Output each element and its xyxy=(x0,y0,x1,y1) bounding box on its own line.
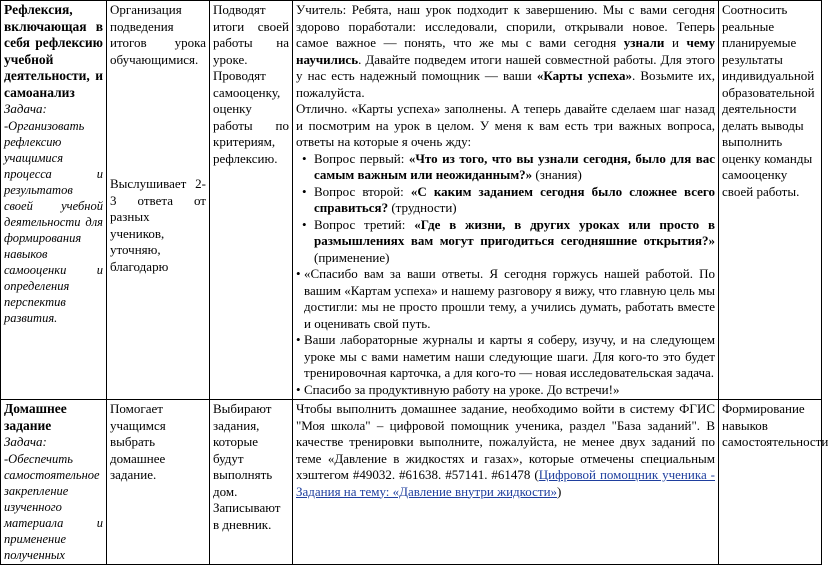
task-label: Задача: xyxy=(4,101,47,116)
list-item: • «Спасибо вам за ваши ответы. Я сегодня горжусь нашей работой. По вашим «Картам успеха» и нашему разговору я вижу, что главную цель мы достигли: мы не просто прошли тему, а учились думать, работать вместе и оценивать свой путь. xyxy=(296,266,715,332)
student-activity: Выбирают задания, которые будут выполнять дом. Записывают в дневник. xyxy=(213,401,281,532)
stage-title: Рефлексия, включающая в себя рефлексию учебной деятельности, и самоанализ xyxy=(4,2,103,100)
list-item: • Ваши лабораторные журналы и карты я соберу, изучу, и на следующем уроке мы с вами наметим наши следующие шаги. Для кого-то это будет тренировочная карточка, а для кого-то — новая исследовательская задача. xyxy=(296,332,715,382)
spacer xyxy=(110,68,206,176)
student-activity-cell xyxy=(210,400,293,565)
student-activity: Подводят итоги своей работы на уроке. Проводят самооценку, оценку работы по критериям, рефлексию. xyxy=(213,2,289,166)
teacher-activity-b: Выслушивает 2-3 ответа от разных учеников, уточняю, благодарю xyxy=(110,176,206,274)
list-item: • Спасибо за продуктивную работу на уроке. До встречи!» xyxy=(296,382,715,399)
lesson-content-cell xyxy=(293,400,719,565)
content-paragraph: Отлично. «Карты успеха» заполнены. А теперь давайте сделаем шаг назад и посмотрим на урок в целом. У меня к вам есть три важных вопроса, ответы на которые я очень жду: xyxy=(296,101,715,149)
teacher-activity-cell xyxy=(107,1,210,400)
content-paragraph: Чтобы выполнить домашнее задание, необходимо войти в систему ФГИС "Моя школа" – цифровой помощник ученика, раздел "База заданий". В качестве тренировки выполните, пожалуйста, не менее двух заданий по теме «Давление в жидкостях и газах», которые отмечены специальным хэштегом #49032. #61638. #57141. #61478 (Цифровой помощник ученика - Задания на тему: «Давление внутри жидкости») xyxy=(296,401,715,499)
teacher-activity-a: Организация подведения итогов урока обучающимися. xyxy=(110,2,206,67)
list-item: • Вопрос второй: «С каким заданием сегодня было сложнее всего справиться? (трудности) xyxy=(296,184,715,217)
teacher-activity: Помогает учащимся выбрать домашнее задание. xyxy=(110,401,166,482)
teacher-activity-cell xyxy=(107,400,210,565)
student-activity-cell xyxy=(210,1,293,400)
list-item: • Вопрос третий: «Где в жизни, в других уроках или просто в размышлениях вам могут пригодиться сегодняшние открытия?» (применение) xyxy=(296,217,715,267)
content-paragraph: Учитель: Ребята, наш урок подходит к завершению. Мы с вами сегодня здорово поработали: исследовали, спорили, открывали новое. Теперь самое важное — понять, что же мы с вами сегодня узнали и чему научились. Давайте подведем итоги нашей совместной работы. Для этого у нас есть надежный помощник — ваши «Карты успеха». Возьмите их, пожалуйста. xyxy=(296,2,715,100)
homework-link[interactable]: Цифровой помощник ученика - Задания на тему: «Давление внутри жидкости» xyxy=(296,467,715,499)
task-label: Задача: xyxy=(4,434,47,449)
table-row-homework xyxy=(1,400,822,565)
stage-cell xyxy=(1,400,107,565)
outcomes-text: Соотносить реальные планируемые результаты индивидуальной образовательной деятельности делать выводы выполнить оценку команды самооценку своей работы. xyxy=(722,2,815,199)
outcomes-text: Формирование навыков самостоятельности xyxy=(722,401,828,449)
outcomes-cell xyxy=(719,1,822,400)
list-item: • Вопрос первый: «Что из того, что вы узнали сегодня, было для вас самым важным или неожиданным?» (знания) xyxy=(296,151,715,184)
task-text: -Организовать рефлексию учащимися процесса и результатов своей учебной деятельности для формирования навыков самооценки и определения перспектив развития. xyxy=(4,118,103,325)
lesson-content-cell xyxy=(293,1,719,400)
stage-title: Домашнее задание xyxy=(4,401,67,433)
outcomes-cell xyxy=(719,400,828,565)
stage-cell xyxy=(1,1,107,400)
table-row-reflection xyxy=(1,1,822,400)
task-text: -Обеспечить самостоятельное закрепление изученного материала и применение полученных xyxy=(4,451,103,562)
